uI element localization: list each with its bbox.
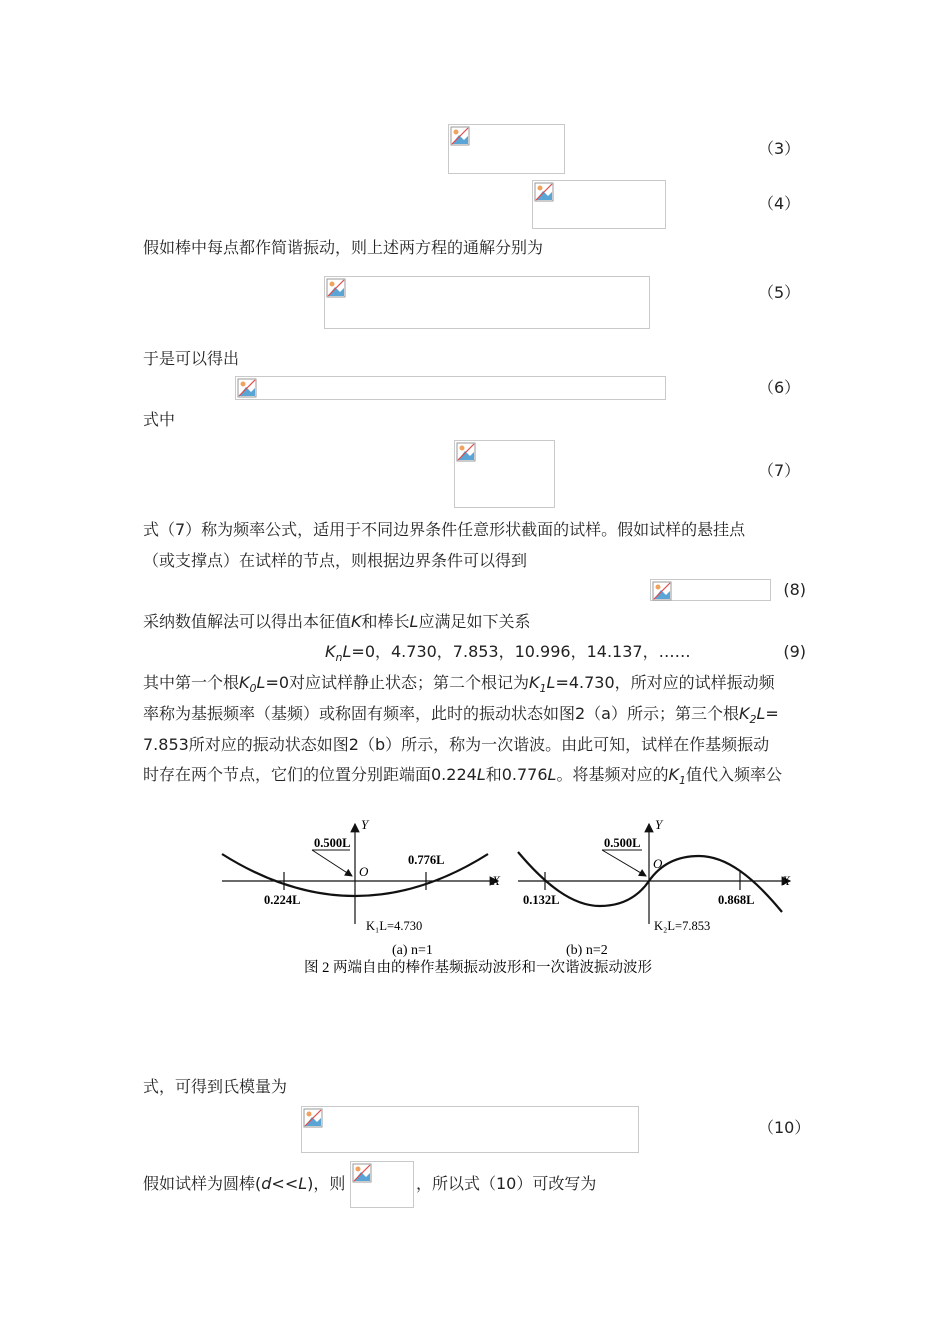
text-span: << <box>271 1174 299 1193</box>
broken-image-icon <box>652 581 672 601</box>
node-left-label: 0.224L <box>264 893 301 907</box>
mid-label: 0.500L <box>604 836 641 850</box>
text-span: 其中第一个根 <box>143 673 240 692</box>
panel-b <box>518 817 791 958</box>
equation-number-4: （4） <box>758 194 801 213</box>
sub-caption-a: (a) n=1 <box>392 943 433 958</box>
equation-number-3: （3） <box>758 139 801 158</box>
symbol-l: L <box>756 704 766 723</box>
roots-para-line2 <box>143 704 779 730</box>
subscript-n: n <box>335 651 343 665</box>
subscript-2: 2 <box>749 713 757 727</box>
panel-a <box>222 817 501 958</box>
roots-equation <box>325 642 691 668</box>
frequency-formula-para-line2: （或支撑点）在试样的节点，则根据边界条件可以得到 <box>143 551 528 570</box>
figure-2-vibration-waveforms <box>200 812 820 982</box>
origin-label: O <box>653 856 663 871</box>
symbol-k: K <box>739 704 750 723</box>
symbol-k: K <box>668 765 679 784</box>
symbol-l: L <box>476 765 486 784</box>
numeric-solution-text-b: 和棒长 <box>361 612 410 631</box>
text-span: =0对应试样静止状态；第二个根记为 <box>265 673 530 692</box>
frequency-formula-para-line1: 式（7）称为频率公式，适用于不同边界条件任意形状截面的试样。假如试样的悬挂点 <box>143 520 746 539</box>
numeric-solution-text-a: 采纳数值解法可以得出本征值 <box>143 612 352 631</box>
roots-para-line1 <box>143 673 775 699</box>
equation-4-image <box>532 180 666 229</box>
general-solution-line: 假如棒中每点都作简谐振动，则上述两方程的通解分别为 <box>143 238 544 257</box>
equation-number-6: （6） <box>758 378 801 397</box>
subscript-1: 1 <box>539 682 547 696</box>
axis-x-label: X <box>782 873 790 888</box>
equation-7-image <box>454 440 555 508</box>
roots-para-line3: 7.853所对应的振动状态如图2（b）所示，称为一次谐波。由此可知，试样在作基频振动 <box>143 735 770 754</box>
equation-8-image <box>650 579 771 601</box>
node-right-label: 0.868L <box>718 893 755 907</box>
symbol-l: L <box>547 765 557 784</box>
broken-image-icon <box>303 1108 323 1128</box>
node-right-label: 0.776L <box>408 853 445 867</box>
text-span: 时存在两个节点，它们的位置分别距端面0.224 <box>143 765 477 784</box>
round-rod-line-end: ，所以式（10）可改写为 <box>416 1174 597 1193</box>
text-span: = <box>765 704 779 723</box>
symbol-l: L <box>342 642 352 661</box>
equation-number-7: （7） <box>758 461 801 480</box>
text-span: 率称为基振频率（基频）或称固有频率，此时的振动状态如图2（a）所示；第三个根 <box>143 704 739 723</box>
text-span: =4.730，所对应的试样振动频 <box>555 673 775 692</box>
k-label: K₁L=4.730 <box>366 919 423 933</box>
axis-x-label: X <box>492 873 500 888</box>
node-left-label: 0.132L <box>523 893 560 907</box>
text-span: 假如试样为圆棒( <box>143 1174 262 1193</box>
symbol-k: K <box>239 673 250 692</box>
equation-number-10: （10） <box>758 1118 811 1137</box>
text-span: 。将基频对应的 <box>556 765 669 784</box>
broken-image-icon <box>450 126 470 146</box>
text-span: 和0.776 <box>485 765 548 784</box>
broken-image-icon <box>326 278 346 298</box>
where-line: 式中 <box>143 410 176 429</box>
broken-image-icon <box>534 182 554 202</box>
then-line: 于是可以得出 <box>143 349 240 368</box>
symbol-k: K <box>529 673 540 692</box>
round-rod-line-start <box>143 1174 345 1194</box>
figure-caption: 图 2 两端自由的棒作基频振动波形和一次谐波振动波形 <box>304 960 652 976</box>
equation-6-image <box>235 376 666 400</box>
origin-label: O <box>359 864 369 879</box>
broken-image-icon <box>237 378 257 398</box>
youngs-modulus-line: 式，可得到氏模量为 <box>143 1077 288 1096</box>
symbol-l: L <box>546 673 556 692</box>
symbol-d: d <box>261 1174 272 1193</box>
subscript-1: 1 <box>678 774 686 788</box>
equation-5-image <box>324 276 650 329</box>
k-label: K₂L=7.853 <box>654 919 711 933</box>
axis-y-label: Y <box>361 817 369 832</box>
equation-number-9: (9) <box>783 642 806 661</box>
sub-caption-b: (b) n=2 <box>566 943 608 958</box>
numeric-solution-line <box>143 612 530 632</box>
subscript-0: 0 <box>249 682 257 696</box>
mid-label: 0.500L <box>314 836 351 850</box>
broken-image-icon <box>352 1163 372 1183</box>
roots-values: =0，4.730，7.853，10.996，14.137，…… <box>351 642 691 661</box>
text-span: 值代入频率公 <box>685 765 782 784</box>
numeric-solution-text-c: 应满足如下关系 <box>418 612 531 631</box>
symbol-k: K <box>325 642 336 661</box>
broken-image-icon <box>456 442 476 462</box>
equation-10-image <box>301 1106 639 1153</box>
symbol-l: L <box>298 1174 308 1193</box>
axis-y-label: Y <box>655 817 663 832</box>
equation-3-image <box>448 124 565 174</box>
symbol-k: K <box>351 612 362 631</box>
pointer-arrow <box>312 850 352 876</box>
inline-equation-image <box>350 1161 414 1208</box>
equation-number-8: (8) <box>783 580 806 599</box>
pointer-arrow <box>602 850 646 876</box>
symbol-l: L <box>256 673 266 692</box>
equation-number-5: （5） <box>758 283 801 302</box>
roots-para-line4 <box>143 765 782 791</box>
symbol-l: L <box>409 612 419 631</box>
text-span: )，则 <box>307 1174 346 1193</box>
